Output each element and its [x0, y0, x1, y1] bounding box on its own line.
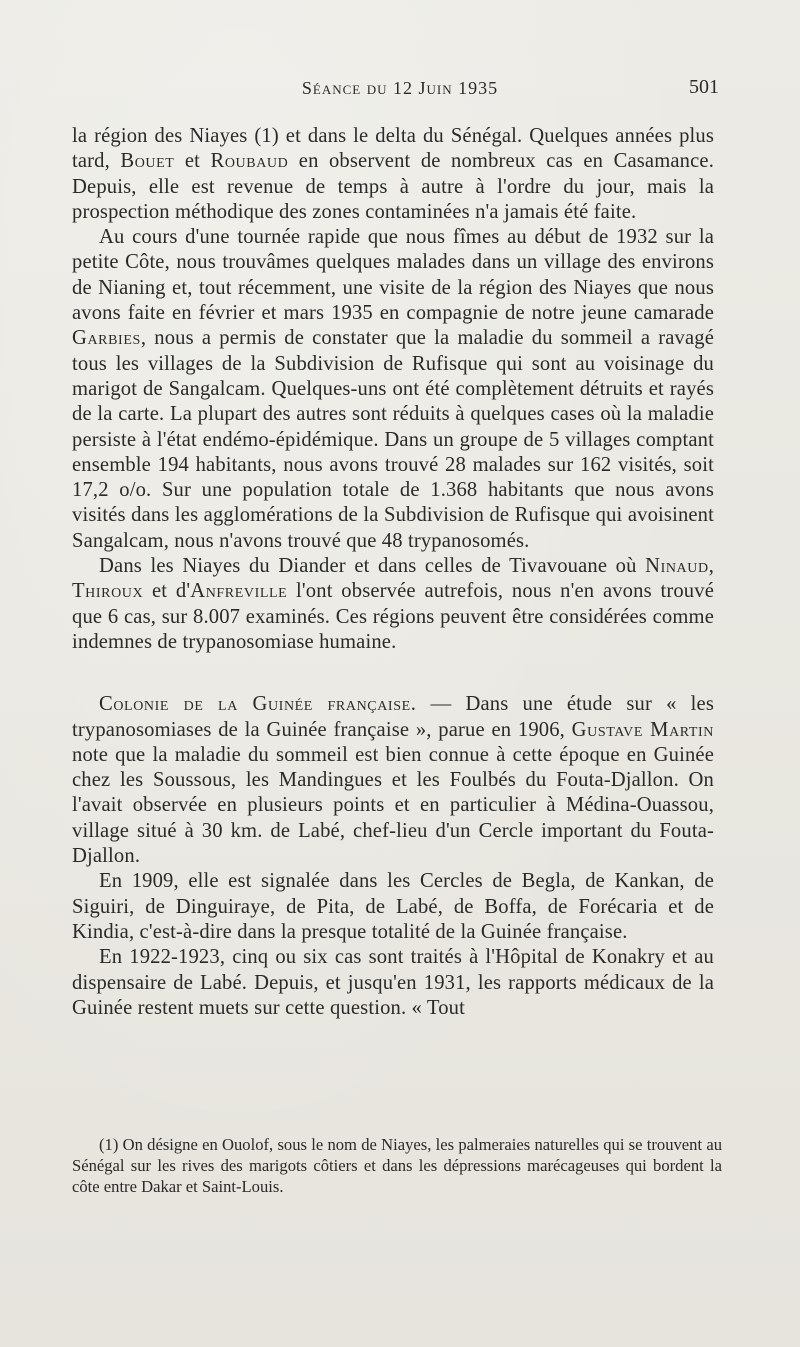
small-caps-name: Garbies: [72, 327, 141, 350]
text-run: — Dans une étude sur « les trypanosomiases de la Guinée française », parue en 1906,: [72, 693, 714, 741]
footnotes: [72, 1134, 722, 1197]
text-run: et: [174, 150, 211, 173]
paragraph: [72, 869, 714, 945]
text-run: l'ont observée autrefois, nous n'en avons trouvé que 6 cas, sur 8.007 examinés. Ces régions peuvent être considérées comme indemnes de trypanosomiase humaine.: [72, 580, 714, 653]
small-caps-name: Gustave Martin: [571, 718, 714, 741]
text-run: la région des Niayes (1) et dans le delta du Sénégal. Quelques années plus tard,: [72, 125, 714, 173]
body-text: [72, 124, 714, 1021]
paragraph: [72, 554, 714, 655]
text-run: en observent de nombreux cas en Casamance. Depuis, elle est revenue de temps à autre à l'ordre du jour, mais la prospection méthodique des zones contaminées n'a jamais été faite.: [72, 150, 715, 223]
text-run: Au cours d'une tournée rapide que nous fîmes au début de 1932 sur la petite Côte, nous trouvâmes quelques malades dans un village des environs de Nianing et, tout récemment, une visite de la région des Niayes que nous avons faite en février et mars 1935 en compagnie de notre jeune camarade: [72, 226, 714, 325]
paragraph: [72, 225, 714, 554]
footnote: (1) On désigne en Ouolof, sous le nom de Niayes, les palmeraies naturelles qui se trouvent au Sénégal sur les rives des marigots côtiers et dans les dépressions marécageuses qui bordent la côte entre Dakar et Saint-Louis.: [72, 1135, 722, 1196]
running-title: Séance du 12 Juin 1935: [301, 78, 499, 98]
small-caps-name: Thiroux: [72, 580, 144, 603]
small-caps-name: Bouet: [120, 150, 175, 173]
text-run: En 1922-1923, cinq ou six cas sont traités à l'Hôpital de Konakry et au dispensaire de Labé. Depuis, et jusqu'en 1931, les rapports médicaux de la Guinée restent muets sur cette question. « Tout: [72, 946, 714, 1019]
text-run: ,: [708, 555, 714, 578]
text-run: En 1909, elle est signalée dans les Cercles de Begla, de Kankan, de Siguiri, de Dinguiraye, de Pita, de Labé, de Boffa, de Forécaria et de Kindia, c'est-à-dire dans la presque totalité de la Guinée française.: [72, 870, 714, 943]
text-run: et d': [143, 580, 191, 603]
section-paragraph: [72, 692, 714, 869]
text-run: , nous a permis de constater que la maladie du sommeil a ravagé tous les villages de la Subdivision de Rufisque qui sont au voisinage du marigot de Sangalcam. Quelques-uns ont été complètement détruits et rayés de la carte. La plupart des autres sont réduits à quelques cases où la maladie persiste à l'état endémo-épidémique. Dans un groupe de 5 villages comptant ensemble 194 habitants, nous avons trouvé 28 malades sur 162 visités, soit 17,2 o/o. Sur une population totale de 1.368 habitants que nous avons visités dans les agglomérations de la Subdivision de Rufisque qui avoisinent Sangalcam, nous n'avons trouvé que 48 trypanosomés.: [72, 327, 714, 552]
paragraph: [72, 124, 714, 225]
text-run: Dans les Niayes du Diander et dans celles de Tivavouane où: [99, 555, 646, 578]
text-run: note que la maladie du sommeil est bien connue à cette époque en Guinée chez les Soussous, les Mandingues et les Foulbés du Fouta-Djallon. On l'avait observée en plusieurs points et en particulier à Médina-Ouassou, village situé à 30 km. de Labé, chef-lieu d'un Cercle important du Fouta-Djallon.: [72, 743, 714, 868]
small-caps-name: Ninaud: [645, 555, 709, 578]
paragraph: [72, 945, 714, 1021]
small-caps-name: Roubaud: [210, 150, 289, 173]
page-number: 501: [689, 76, 719, 98]
small-caps-name: Anfreville: [190, 580, 288, 603]
running-header: [85, 76, 719, 108]
small-caps-name: Colonie de la Guinée française.: [99, 693, 417, 716]
